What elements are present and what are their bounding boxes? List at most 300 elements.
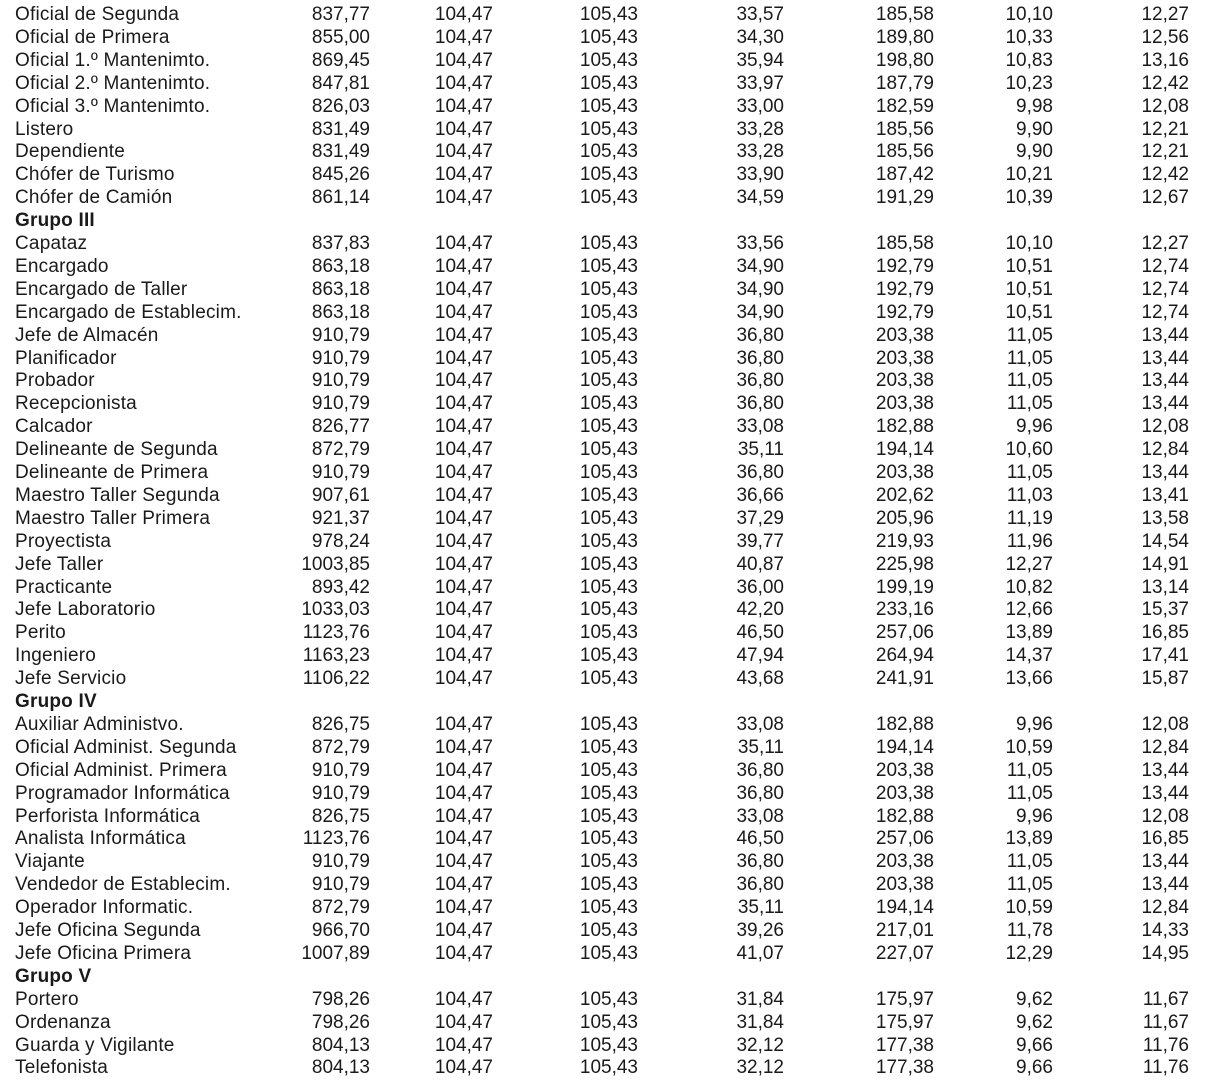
value-cell: 12,42 — [1141, 164, 1189, 186]
value-cell: 10,10 — [1005, 233, 1053, 254]
value-cell: 203,38 — [875, 370, 934, 392]
category-cell: Oficial Administ. Primera — [15, 759, 227, 781]
value-cell: 105,43 — [579, 1057, 638, 1079]
value-cell: 845,26 — [311, 164, 370, 186]
value-cell: 203,38 — [875, 782, 934, 804]
value-cell: 182,88 — [875, 713, 934, 735]
value-cell: 910,79 — [311, 874, 370, 896]
value-cell: 33,28 — [736, 118, 784, 140]
value-cell: 203,38 — [875, 851, 934, 873]
value-cell: 14,37 — [1005, 645, 1053, 667]
value-cell: 104,47 — [434, 72, 493, 94]
value-cell: 104,47 — [434, 507, 493, 529]
value-cell: 893,42 — [311, 576, 370, 598]
value-cell: 12,27 — [1141, 233, 1189, 254]
value-cell: 104,47 — [434, 95, 493, 117]
value-cell: 104,47 — [434, 874, 493, 896]
value-cell: 12,74 — [1141, 278, 1189, 300]
value-cell: 11,05 — [1006, 851, 1053, 873]
value-cell: 35,94 — [736, 49, 784, 71]
value-cell: 104,47 — [434, 1034, 493, 1056]
value-cell: 104,47 — [434, 370, 493, 392]
value-cell: 13,44 — [1141, 393, 1189, 415]
value-cell: 33,28 — [736, 141, 784, 163]
value-cell: 36,80 — [736, 393, 784, 415]
table-row — [0, 644, 1205, 667]
value-cell: 831,49 — [311, 141, 370, 163]
value-cell: 910,79 — [311, 393, 370, 415]
table-row — [0, 507, 1205, 530]
value-cell: 34,30 — [736, 26, 784, 48]
value-cell: 105,43 — [579, 668, 638, 690]
value-cell: 907,61 — [311, 484, 370, 506]
table-row — [0, 988, 1205, 1011]
value-cell: 863,18 — [311, 301, 370, 323]
value-cell: 105,43 — [579, 599, 638, 621]
value-cell: 39,26 — [736, 920, 784, 941]
value-cell: 798,26 — [311, 1011, 370, 1033]
value-cell: 191,29 — [875, 187, 934, 209]
value-cell: 42,20 — [736, 599, 784, 621]
value-cell: 12,21 — [1141, 141, 1189, 163]
value-cell: 105,43 — [579, 118, 638, 140]
value-cell: 203,38 — [875, 324, 934, 346]
value-cell: 105,43 — [579, 874, 638, 896]
value-cell: 105,43 — [579, 622, 638, 644]
value-cell: 1033,03 — [301, 599, 370, 621]
value-cell: 863,18 — [311, 278, 370, 300]
value-cell: 9,90 — [1016, 141, 1053, 163]
value-cell: 47,94 — [736, 645, 784, 667]
table-row — [0, 72, 1205, 95]
value-cell: 10,59 — [1005, 736, 1053, 758]
value-cell: 910,79 — [311, 851, 370, 873]
value-cell: 36,80 — [736, 759, 784, 781]
value-cell: 1123,76 — [302, 622, 370, 644]
value-cell: 9,66 — [1016, 1057, 1053, 1079]
value-cell: 187,42 — [875, 164, 934, 186]
value-cell: 11,05 — [1006, 393, 1053, 415]
value-cell: 105,43 — [579, 462, 638, 483]
value-cell: 14,54 — [1141, 530, 1189, 552]
value-cell: 104,47 — [434, 736, 493, 758]
value-cell: 863,18 — [311, 255, 370, 277]
category-cell: Dependiente — [15, 141, 125, 163]
value-cell: 185,56 — [875, 118, 934, 140]
value-cell: 11,76 — [1142, 1034, 1189, 1056]
group-heading — [0, 690, 1205, 713]
category-cell: Capataz — [15, 233, 88, 254]
value-cell: 104,47 — [434, 278, 493, 300]
value-cell: 837,83 — [311, 233, 370, 254]
value-cell: 12,74 — [1141, 301, 1189, 323]
value-cell: 105,43 — [579, 347, 638, 369]
value-cell: 12,08 — [1141, 713, 1189, 735]
value-cell: 46,50 — [736, 828, 784, 850]
value-cell: 105,43 — [579, 301, 638, 323]
value-cell: 11,96 — [1006, 530, 1053, 552]
value-cell: 33,08 — [736, 416, 784, 438]
value-cell: 225,98 — [875, 553, 934, 575]
table-row — [0, 26, 1205, 49]
value-cell: 11,05 — [1006, 370, 1053, 392]
category-cell: Jefe Oficina Segunda — [15, 920, 201, 941]
value-cell: 104,47 — [434, 233, 493, 254]
value-cell: 105,43 — [579, 484, 638, 506]
category-cell: Calcador — [15, 416, 93, 438]
category-cell: Oficial 3.º Mantenimto. — [15, 95, 211, 117]
category-cell: Oficial de Primera — [15, 26, 170, 48]
table-row — [0, 49, 1205, 72]
value-cell: 175,97 — [875, 1011, 934, 1033]
value-cell: 39,77 — [736, 530, 784, 552]
value-cell: 105,43 — [579, 4, 638, 25]
value-cell: 13,44 — [1141, 370, 1189, 392]
value-cell: 34,90 — [736, 278, 784, 300]
table-row — [0, 484, 1205, 507]
value-cell: 105,43 — [579, 1034, 638, 1056]
value-cell: 12,42 — [1141, 72, 1189, 94]
value-cell: 11,76 — [1142, 1057, 1189, 1079]
value-cell: 187,79 — [875, 72, 934, 94]
value-cell: 194,14 — [875, 897, 934, 919]
value-cell: 105,43 — [579, 324, 638, 346]
value-cell: 869,45 — [311, 49, 370, 71]
value-cell: 36,80 — [736, 462, 784, 483]
category-cell: Jefe Servicio — [15, 668, 127, 690]
table-row — [0, 438, 1205, 461]
value-cell: 257,06 — [875, 828, 934, 850]
table-row — [0, 186, 1205, 209]
value-cell: 192,79 — [875, 301, 934, 323]
value-cell: 104,47 — [434, 1011, 493, 1033]
value-cell: 872,79 — [311, 439, 370, 461]
value-cell: 12,08 — [1141, 416, 1189, 438]
value-cell: 36,80 — [736, 782, 784, 804]
value-cell: 13,44 — [1141, 874, 1189, 896]
value-cell: 872,79 — [311, 897, 370, 919]
value-cell: 105,43 — [579, 164, 638, 186]
category-cell: Oficial Administ. Segunda — [15, 736, 237, 758]
value-cell: 241,91 — [875, 668, 934, 690]
value-cell: 11,67 — [1142, 1011, 1189, 1033]
value-cell: 194,14 — [875, 439, 934, 461]
table-row — [0, 461, 1205, 484]
value-cell: 12,08 — [1141, 805, 1189, 827]
value-cell: 36,80 — [736, 347, 784, 369]
value-cell: 105,43 — [579, 95, 638, 117]
value-cell: 104,47 — [434, 462, 493, 483]
value-cell: 104,47 — [434, 828, 493, 850]
value-cell: 203,38 — [875, 759, 934, 781]
value-cell: 14,91 — [1141, 553, 1189, 575]
value-cell: 35,11 — [737, 439, 784, 461]
value-cell: 105,43 — [579, 897, 638, 919]
value-cell: 33,90 — [736, 164, 784, 186]
value-cell: 105,43 — [579, 255, 638, 277]
table-row — [0, 736, 1205, 759]
value-cell: 175,97 — [875, 988, 934, 1010]
value-cell: 203,38 — [875, 462, 934, 483]
value-cell: 36,80 — [736, 874, 784, 896]
value-cell: 826,77 — [311, 416, 370, 438]
value-cell: 104,47 — [434, 942, 493, 964]
value-cell: 11,05 — [1006, 782, 1053, 804]
value-cell: 205,96 — [875, 507, 934, 529]
table-row — [0, 896, 1205, 919]
value-cell: 32,12 — [736, 1034, 784, 1056]
value-cell: 11,05 — [1006, 347, 1053, 369]
value-cell: 11,67 — [1142, 988, 1189, 1010]
category-cell: Maestro Taller Segunda — [15, 484, 220, 506]
category-cell: Listero — [15, 118, 74, 140]
value-cell: 104,47 — [434, 805, 493, 827]
value-cell: 10,60 — [1005, 439, 1053, 461]
table-row — [0, 278, 1205, 301]
value-cell: 104,47 — [434, 897, 493, 919]
value-cell: 177,38 — [875, 1034, 934, 1056]
value-cell: 12,84 — [1141, 736, 1189, 758]
value-cell: 105,43 — [579, 942, 638, 964]
group-heading — [0, 965, 1205, 988]
value-cell: 10,10 — [1005, 4, 1053, 25]
category-cell: Portero — [15, 988, 79, 1010]
category-cell: Delineante de Primera — [15, 462, 209, 483]
value-cell: 11,05 — [1006, 874, 1053, 896]
value-cell: 104,47 — [434, 255, 493, 277]
value-cell: 185,58 — [875, 4, 934, 25]
category-cell: Jefe Taller — [15, 553, 104, 575]
table-row — [0, 530, 1205, 553]
category-cell: Guarda y Vigilante — [15, 1034, 175, 1056]
table-row — [0, 415, 1205, 438]
category-cell: Encargado de Taller — [15, 278, 188, 300]
value-cell: 9,90 — [1016, 118, 1053, 140]
value-cell: 104,47 — [434, 713, 493, 735]
value-cell: 855,00 — [311, 26, 370, 48]
value-cell: 12,67 — [1141, 187, 1189, 209]
table-row — [0, 942, 1205, 965]
value-cell: 105,43 — [579, 782, 638, 804]
value-cell: 189,80 — [875, 26, 934, 48]
value-cell: 966,70 — [311, 920, 370, 941]
value-cell: 104,47 — [434, 851, 493, 873]
value-cell: 104,47 — [434, 759, 493, 781]
table-row — [0, 1011, 1205, 1034]
table-row — [0, 140, 1205, 163]
value-cell: 105,43 — [579, 507, 638, 529]
value-cell: 978,24 — [311, 530, 370, 552]
value-cell: 32,12 — [736, 1057, 784, 1079]
value-cell: 203,38 — [875, 393, 934, 415]
value-cell: 257,06 — [875, 622, 934, 644]
value-cell: 34,59 — [736, 187, 784, 209]
value-cell: 105,43 — [579, 416, 638, 438]
table-row — [0, 621, 1205, 644]
value-cell: 826,75 — [311, 713, 370, 735]
value-cell: 12,74 — [1141, 255, 1189, 277]
value-cell: 837,77 — [311, 4, 370, 25]
table-row — [0, 95, 1205, 118]
value-cell: 105,43 — [579, 278, 638, 300]
category-cell: Recepcionista — [15, 393, 137, 415]
table-row — [0, 1056, 1205, 1079]
value-cell: 910,79 — [311, 782, 370, 804]
value-cell: 104,47 — [434, 1057, 493, 1079]
value-cell: 872,79 — [311, 736, 370, 758]
value-cell: 804,13 — [311, 1057, 370, 1079]
value-cell: 177,38 — [875, 1057, 934, 1079]
value-cell: 227,07 — [875, 942, 934, 964]
table-row — [0, 873, 1205, 896]
value-cell: 12,27 — [1005, 553, 1053, 575]
value-cell: 104,47 — [434, 668, 493, 690]
category-cell: Perforista Informática — [15, 805, 200, 827]
value-cell: 831,49 — [311, 118, 370, 140]
category-cell: Encargado — [15, 255, 109, 277]
value-cell: 13,58 — [1141, 507, 1189, 529]
value-cell: 35,11 — [737, 897, 784, 919]
value-cell: 1123,76 — [302, 828, 370, 850]
category-cell: Jefe Oficina Primera — [15, 942, 192, 964]
value-cell: 104,47 — [434, 141, 493, 163]
value-cell: 10,83 — [1005, 49, 1053, 71]
value-cell: 34,90 — [736, 255, 784, 277]
value-cell: 233,16 — [875, 599, 934, 621]
value-cell: 105,43 — [579, 576, 638, 598]
table-row — [0, 255, 1205, 278]
value-cell: 36,80 — [736, 851, 784, 873]
value-cell: 13,14 — [1141, 576, 1189, 598]
value-cell: 1003,85 — [301, 553, 370, 575]
category-cell: Auxiliar Administvo. — [15, 713, 184, 735]
category-cell: Vendedor de Establecim. — [15, 874, 231, 896]
value-cell: 34,90 — [736, 301, 784, 323]
value-cell: 198,80 — [875, 49, 934, 71]
value-cell: 104,47 — [434, 782, 493, 804]
value-cell: 13,89 — [1005, 622, 1053, 644]
table-row — [0, 805, 1205, 828]
value-cell: 910,79 — [311, 759, 370, 781]
value-cell: 264,94 — [875, 645, 934, 667]
value-cell: 36,80 — [736, 370, 784, 392]
value-cell: 40,87 — [736, 553, 784, 575]
value-cell: 202,62 — [875, 484, 934, 506]
value-cell: 13,44 — [1141, 347, 1189, 369]
value-cell: 192,79 — [875, 278, 934, 300]
table-row — [0, 782, 1205, 805]
table-row — [0, 369, 1205, 392]
value-cell: 33,08 — [736, 713, 784, 735]
value-cell: 921,37 — [311, 507, 370, 529]
value-cell: 105,43 — [579, 49, 638, 71]
value-cell: 11,05 — [1006, 324, 1053, 346]
value-cell: 36,80 — [736, 324, 784, 346]
value-cell: 33,08 — [736, 805, 784, 827]
value-cell: 104,47 — [434, 530, 493, 552]
value-cell: 46,50 — [736, 622, 784, 644]
category-cell: Ordenanza — [15, 1011, 111, 1033]
value-cell: 12,08 — [1141, 95, 1189, 117]
value-cell: 13,44 — [1141, 324, 1189, 346]
value-cell: 10,82 — [1005, 576, 1053, 598]
value-cell: 105,43 — [579, 72, 638, 94]
value-cell: 104,47 — [434, 324, 493, 346]
value-cell: 33,00 — [736, 95, 784, 117]
value-cell: 10,23 — [1005, 72, 1053, 94]
value-cell: 12,84 — [1141, 439, 1189, 461]
value-cell: 194,14 — [875, 736, 934, 758]
value-cell: 105,43 — [579, 393, 638, 415]
value-cell: 10,51 — [1005, 278, 1053, 300]
category-cell: Delineante de Segunda — [15, 439, 218, 461]
value-cell: 13,41 — [1141, 484, 1189, 506]
value-cell: 15,37 — [1141, 599, 1189, 621]
value-cell: 12,66 — [1005, 599, 1053, 621]
value-cell: 104,47 — [434, 416, 493, 438]
value-cell: 105,43 — [579, 553, 638, 575]
value-cell: 199,19 — [875, 576, 934, 598]
value-cell: 826,03 — [311, 95, 370, 117]
value-cell: 910,79 — [311, 462, 370, 483]
value-cell: 104,47 — [434, 622, 493, 644]
category-cell: Oficial 1.º Mantenimto. — [15, 49, 211, 71]
category-cell: Chófer de Camión — [15, 187, 173, 209]
value-cell: 105,43 — [579, 805, 638, 827]
value-cell: 105,43 — [579, 530, 638, 552]
table-row — [0, 301, 1205, 324]
value-cell: 105,43 — [579, 645, 638, 667]
value-cell: 104,47 — [434, 164, 493, 186]
category-cell: Planificador — [15, 347, 117, 369]
value-cell: 9,96 — [1016, 416, 1053, 438]
category-cell: Maestro Taller Primera — [15, 507, 211, 529]
value-cell: 12,27 — [1141, 4, 1189, 25]
table-row — [0, 667, 1205, 690]
value-cell: 105,43 — [579, 759, 638, 781]
value-cell: 104,47 — [434, 301, 493, 323]
category-cell: Viajante — [15, 851, 85, 873]
value-cell: 35,11 — [737, 736, 784, 758]
value-cell: 105,43 — [579, 233, 638, 254]
value-cell: 10,39 — [1005, 187, 1053, 209]
category-cell: Oficial 2.º Mantenimto. — [15, 72, 211, 94]
value-cell: 9,96 — [1016, 713, 1053, 735]
value-cell: 10,59 — [1005, 897, 1053, 919]
value-cell: 861,14 — [311, 187, 370, 209]
value-cell: 36,66 — [736, 484, 784, 506]
value-cell: 104,47 — [434, 187, 493, 209]
value-cell: 9,62 — [1016, 1011, 1053, 1033]
value-cell: 11,78 — [1006, 920, 1053, 941]
category-cell: Analista Informática — [15, 828, 186, 850]
category-cell: Programador Informática — [15, 782, 230, 804]
value-cell: 192,79 — [875, 255, 934, 277]
value-cell: 104,47 — [434, 347, 493, 369]
value-cell: 12,21 — [1141, 118, 1189, 140]
group-label: Grupo V — [15, 965, 92, 987]
value-cell: 104,47 — [434, 599, 493, 621]
value-cell: 105,43 — [579, 26, 638, 48]
category-cell: Operador Informatic. — [15, 897, 194, 919]
value-cell: 104,47 — [434, 4, 493, 25]
value-cell: 182,88 — [875, 805, 934, 827]
value-cell: 203,38 — [875, 874, 934, 896]
value-cell: 33,57 — [736, 4, 784, 25]
category-cell: Practicante — [15, 576, 113, 598]
table-row — [0, 553, 1205, 576]
value-cell: 910,79 — [311, 324, 370, 346]
